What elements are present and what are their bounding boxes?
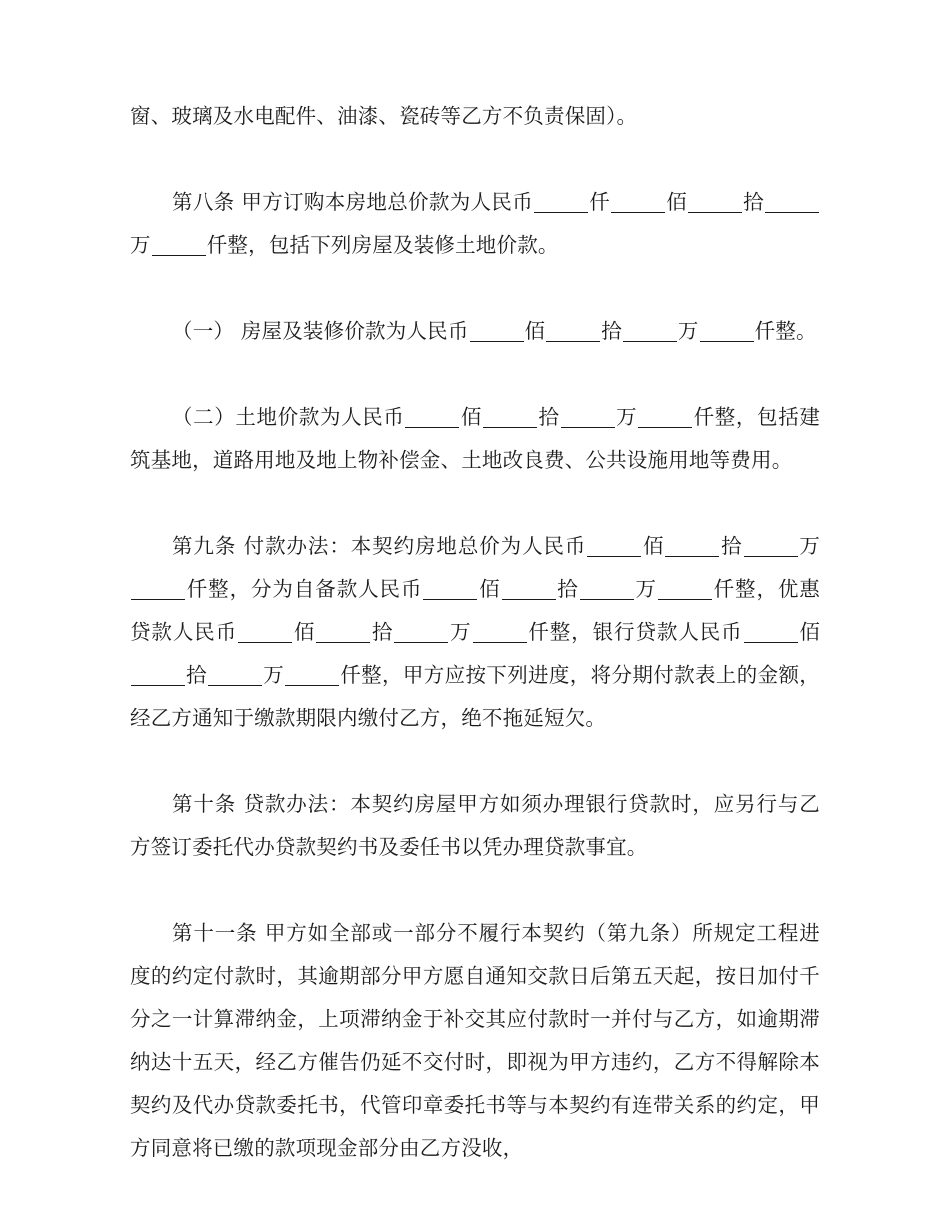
fill-in-blank[interactable] — [470, 320, 524, 342]
paragraph-article-8-item-2: （二）土地价款为人民币 佰 拾 万 仟整，包括建筑基地，道路用地及地上物补偿金、土地改良费、公共设施用地等费用。 — [130, 405, 821, 472]
fill-in-blank[interactable] — [394, 621, 448, 643]
paragraph-spacer — [130, 267, 820, 310]
fill-in-blank[interactable] — [534, 191, 588, 213]
document-body — [130, 95, 820, 1170]
fill-in-blank[interactable] — [473, 621, 527, 643]
fill-in-blank[interactable] — [623, 320, 677, 342]
fill-in-blank[interactable] — [744, 535, 798, 557]
fill-in-blank[interactable] — [131, 578, 185, 600]
paragraph-article-9: 第九条 付款办法：本契约房地总价为人民币 佰 拾 万仟整，分为自备款人民币 佰 拾 万 仟整，优惠贷款人民币 佰 拾 万 仟整，银行贷款人民币 佰拾 万 仟整，甲方应按下列进度，将分期付款表上的金额，经乙方通知于缴款期限内缴付乙方，绝不拖延短欠。 — [130, 534, 821, 730]
paragraph-article-10: 第十条 贷款办法：本契约房屋甲方如须办理银行贷款时，应另行与乙方签订委托代办贷款契约书及委任书以凭办理贷款事宜。 — [130, 792, 820, 859]
fill-in-blank[interactable] — [285, 664, 339, 686]
fill-in-blank[interactable] — [131, 664, 185, 686]
fill-in-blank[interactable] — [316, 621, 370, 643]
fill-in-blank[interactable] — [483, 406, 537, 428]
paragraph-spacer — [130, 138, 820, 181]
fill-in-blank[interactable] — [580, 578, 634, 600]
fill-in-blank[interactable] — [700, 320, 754, 342]
fill-in-blank[interactable] — [765, 191, 819, 213]
paragraph-article-11: 第十一条 甲方如全部或一部分不履行本契约（第九条）所规定工程进度的约定付款时，其逾期部分甲方愿自通知交款日后第五天起，按日加付千分之一计算滞纳金，上项滞纳金于补交其应付款时一并付与乙方，如逾期滞纳达十五天，经乙方催告仍延不交付时，即视为甲方违约，乙方不得解除本契约及代办贷款委托书，代管印章委托书等与本契约有连带关系的约定，甲方同意将已缴的款项现金部分由乙方没收， — [130, 921, 820, 1160]
fill-in-blank[interactable] — [744, 621, 798, 643]
paragraph-continued-warranty: 窗、玻璃及水电配件、油漆、瓷砖等乙方不负责保固）。 — [130, 104, 638, 128]
fill-in-blank[interactable] — [423, 578, 477, 600]
paragraph-spacer — [130, 869, 820, 912]
fill-in-blank[interactable] — [611, 191, 665, 213]
fill-in-blank[interactable] — [638, 406, 692, 428]
fill-in-blank[interactable] — [152, 234, 206, 256]
paragraph-article-8-item-1: （一） 房屋及装修价款为人民币 佰 拾 万 仟整。 — [172, 319, 817, 343]
fill-in-blank[interactable] — [658, 578, 712, 600]
fill-in-blank[interactable] — [208, 664, 262, 686]
paragraph-spacer — [130, 353, 820, 396]
fill-in-blank[interactable] — [561, 406, 615, 428]
fill-in-blank[interactable] — [665, 535, 719, 557]
fill-in-blank[interactable] — [405, 406, 459, 428]
paragraph-spacer — [130, 482, 820, 525]
paragraph-article-8: 第八条 甲方订购本房地总价款为人民币 仟 佰 拾万 仟整，包括下列房屋及装修土地价款。 — [130, 181, 820, 267]
fill-in-blank[interactable] — [587, 535, 641, 557]
fill-in-blank[interactable] — [502, 578, 556, 600]
fill-in-blank[interactable] — [546, 320, 600, 342]
paragraph-spacer — [130, 740, 820, 783]
fill-in-blank[interactable] — [688, 191, 742, 213]
fill-in-blank[interactable] — [238, 621, 292, 643]
